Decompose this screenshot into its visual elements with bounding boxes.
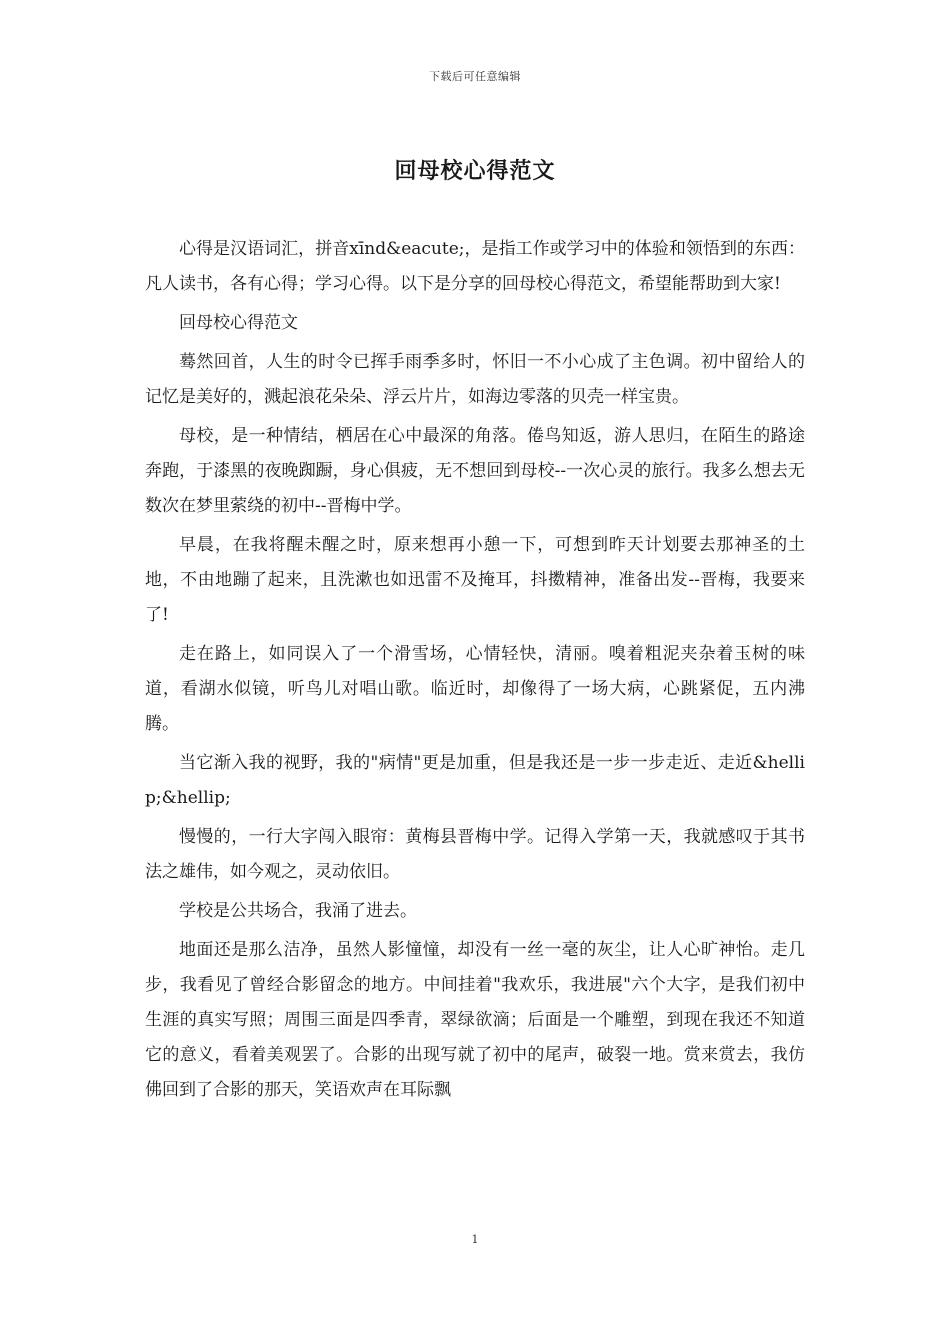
paragraph: 地面还是那么洁净，虽然人影憧憧，却没有一丝一毫的灰尘，让人心旷神怡。走几步，我看见了曾经合影留念的地方。中间挂着"我欢乐，我进展"六个大字，是我们初中生涯的真实写照；周围三面是四季青，翠绿欲滴；后面是一个雕塑，到现在我还不知道它的意义，看着美观罢了。合影的出现写就了初中的尾声，破裂一地。赏来赏去，我仿佛回到了合影的那天，笑语欢声在耳际飘	[145, 940, 805, 1100]
paragraph: 早晨，在我将醒未醒之时，原来想再小憩一下，可想到昨天计划要去那神圣的土地，不由地蹦了起来，且洗漱也如迅雷不及掩耳，抖擞精神，准备出发--晋梅，我要来了!	[145, 535, 805, 625]
document-title: 回母校心得范文	[394, 158, 556, 184]
paragraph: 当它渐入我的视野，我的"病情"更是加重，但是我还是一步一步走近、走近&hellip;&hellip;	[145, 753, 805, 808]
paragraph: 母校，是一种情结，栖居在心中最深的角落。倦鸟知返，游人思归，在陌生的路途奔跑，于漆黑的夜晚踟蹰，身心俱疲，无不想回到母校--一次心灵的旅行。我多么想去无数次在梦里萦绕的初中--晋梅中学。	[145, 426, 805, 516]
paragraph: 回母校心得范文	[179, 313, 298, 333]
paragraph: 学校是公共场合，我涌了进去。	[179, 901, 417, 921]
paragraph: 走在路上，如同误入了一个滑雪场，心情轻快，清丽。嗅着粗泥夹杂着玉树的味道，看湖水似镜，听鸟儿对唱山歌。临近时，却像得了一场大病，心跳紧促，五内沸腾。	[145, 644, 805, 734]
page-number: 1	[471, 1233, 479, 1246]
paragraph: 慢慢的，一行大字闯入眼帘：黄梅县晋梅中学。记得入学第一天，我就感叹于其书法之雄伟，如今观之，灵动依旧。	[145, 827, 805, 882]
paragraph: 蓦然回首，人生的时令已挥手雨季多时，怀旧一不小心成了主色调。初中留给人的记忆是美好的，溅起浪花朵朵、浮云片片，如海边零落的贝壳一样宝贵。	[145, 352, 805, 407]
page-header: 下载后可任意编辑	[429, 70, 521, 83]
document-body	[145, 232, 805, 1112]
paragraph: 心得是汉语词汇，拼音xīnd&eacute;，是指工作或学习中的体验和领悟到的东西：凡人读书，各有心得；学习心得。以下是分享的回母校心得范文，希望能帮助到大家!	[145, 239, 805, 294]
